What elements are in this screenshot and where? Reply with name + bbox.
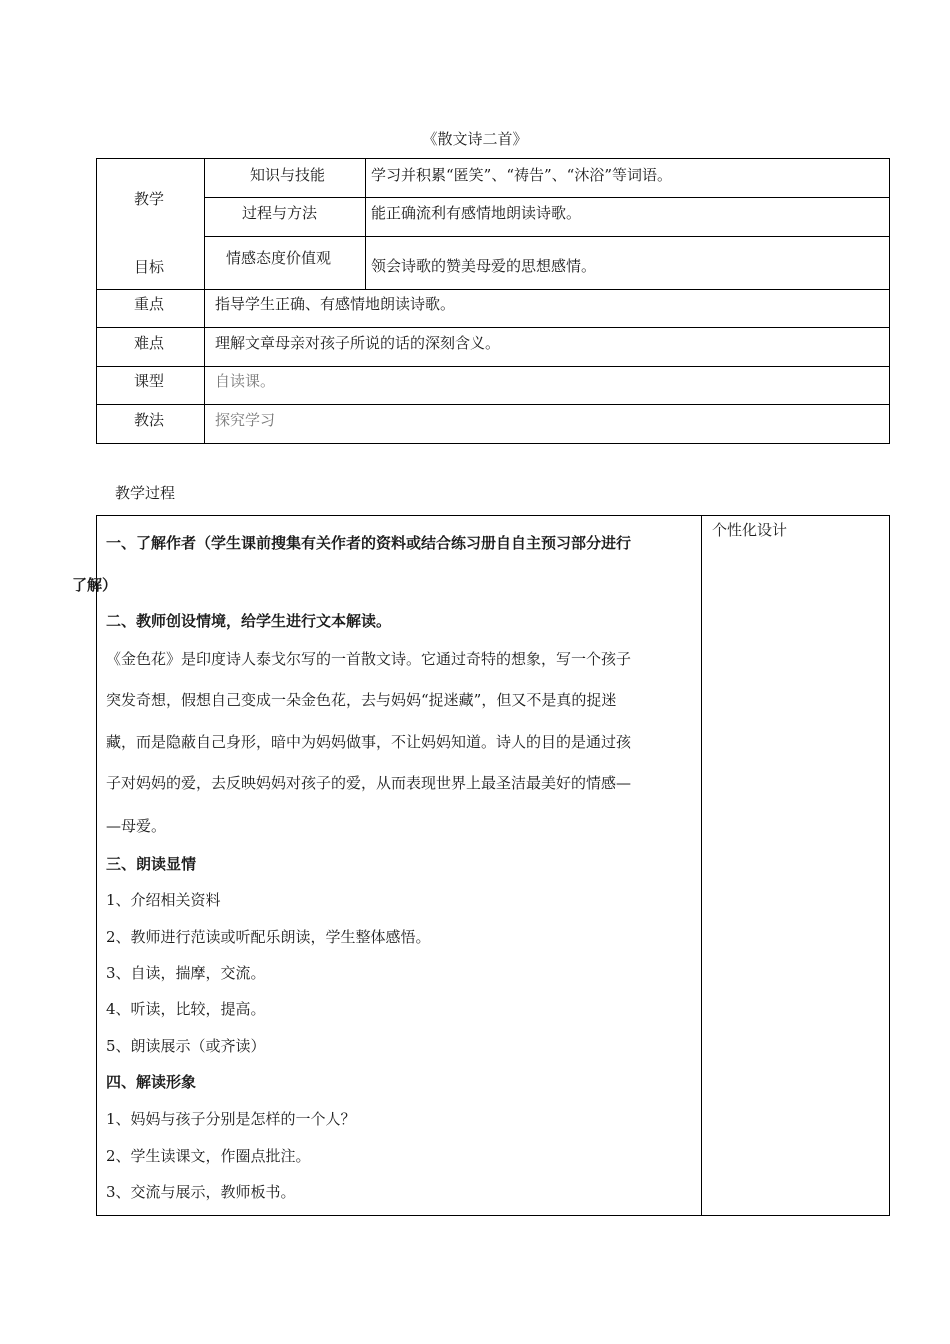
section1-heading-cont: 了解） — [72, 576, 118, 594]
objectives-label-top: 教学 — [134, 190, 165, 208]
info-content-method: 探究学习 — [215, 411, 276, 429]
info-content-difficulty: 理解文章母亲对孩子所说的话的深刻含义。 — [215, 334, 501, 352]
info-label-method: 教法 — [134, 411, 165, 429]
info-label-focus: 重点 — [134, 295, 165, 313]
objective-content-emotion: 领会诗歌的赞美母爱的思想感情。 — [371, 257, 597, 275]
objective-content-knowledge: 学习并积累“匿笑”、“祷告”、“沐浴”等词语。 — [371, 166, 673, 184]
section2-paragraph-line: —母爱。 — [106, 817, 167, 835]
info-label-difficulty: 难点 — [134, 334, 165, 352]
section2-paragraph-line: 《金色花》是印度诗人泰戈尔写的一首散文诗。它通过奇特的想象，写一个孩子 — [106, 650, 632, 668]
objective-category-knowledge: 知识与技能 — [250, 166, 326, 184]
info-content-focus: 指导学生正确、有感情地朗读诗歌。 — [215, 295, 456, 313]
section3-item: 4、听读，比较，提高。 — [106, 1000, 266, 1018]
section4-item: 2、学生读课文，作圈点批注。 — [106, 1147, 311, 1165]
section2-heading: 二、教师创设情境，给学生进行文本解读。 — [106, 612, 392, 630]
objective-content-process: 能正确流利有感情地朗读诗歌。 — [371, 204, 582, 222]
objectives-label-bottom: 目标 — [134, 258, 165, 276]
side-heading: 个性化设计 — [712, 521, 788, 539]
section3-heading: 三、朗读显情 — [106, 855, 197, 873]
objective-category-emotion: 情感态度价值观 — [226, 249, 332, 267]
section3-item: 2、教师进行范读或听配乐朗读，学生整体感悟。 — [106, 928, 431, 946]
document-title: 《散文诗二首》 — [422, 130, 528, 148]
section3-item: 5、朗读展示（或齐读） — [106, 1037, 266, 1055]
section3-item: 1、介绍相关资料 — [106, 891, 221, 909]
section4-item: 3、交流与展示，教师板书。 — [106, 1183, 296, 1201]
section2-paragraph-line: 突发奇想，假想自己变成一朵金色花，去与妈妈“捉迷藏”，但又不是真的捉迷 — [106, 691, 617, 709]
section1-heading: 一、了解作者（学生课前搜集有关作者的资料或结合练习册自自主预习部分进行 — [106, 534, 632, 552]
section4-item: 1、妈妈与孩子分别是怎样的一个人？ — [106, 1110, 356, 1128]
info-content-lesson-type: 自读课。 — [215, 372, 276, 390]
section4-heading: 四、解读形象 — [106, 1073, 197, 1091]
section3-item: 3、自读，揣摩，交流。 — [106, 964, 266, 982]
process-heading: 教学过程 — [115, 484, 176, 502]
section2-paragraph-line: 子对妈妈的爱，去反映妈妈对孩子的爱，从而表现世界上最圣洁最美好的情感— — [106, 774, 632, 792]
section2-paragraph-line: 藏，而是隐蔽自己身形，暗中为妈妈做事，不让妈妈知道。诗人的目的是通过孩 — [106, 733, 632, 751]
objective-category-process: 过程与方法 — [242, 204, 318, 222]
info-label-lesson-type: 课型 — [134, 372, 165, 390]
